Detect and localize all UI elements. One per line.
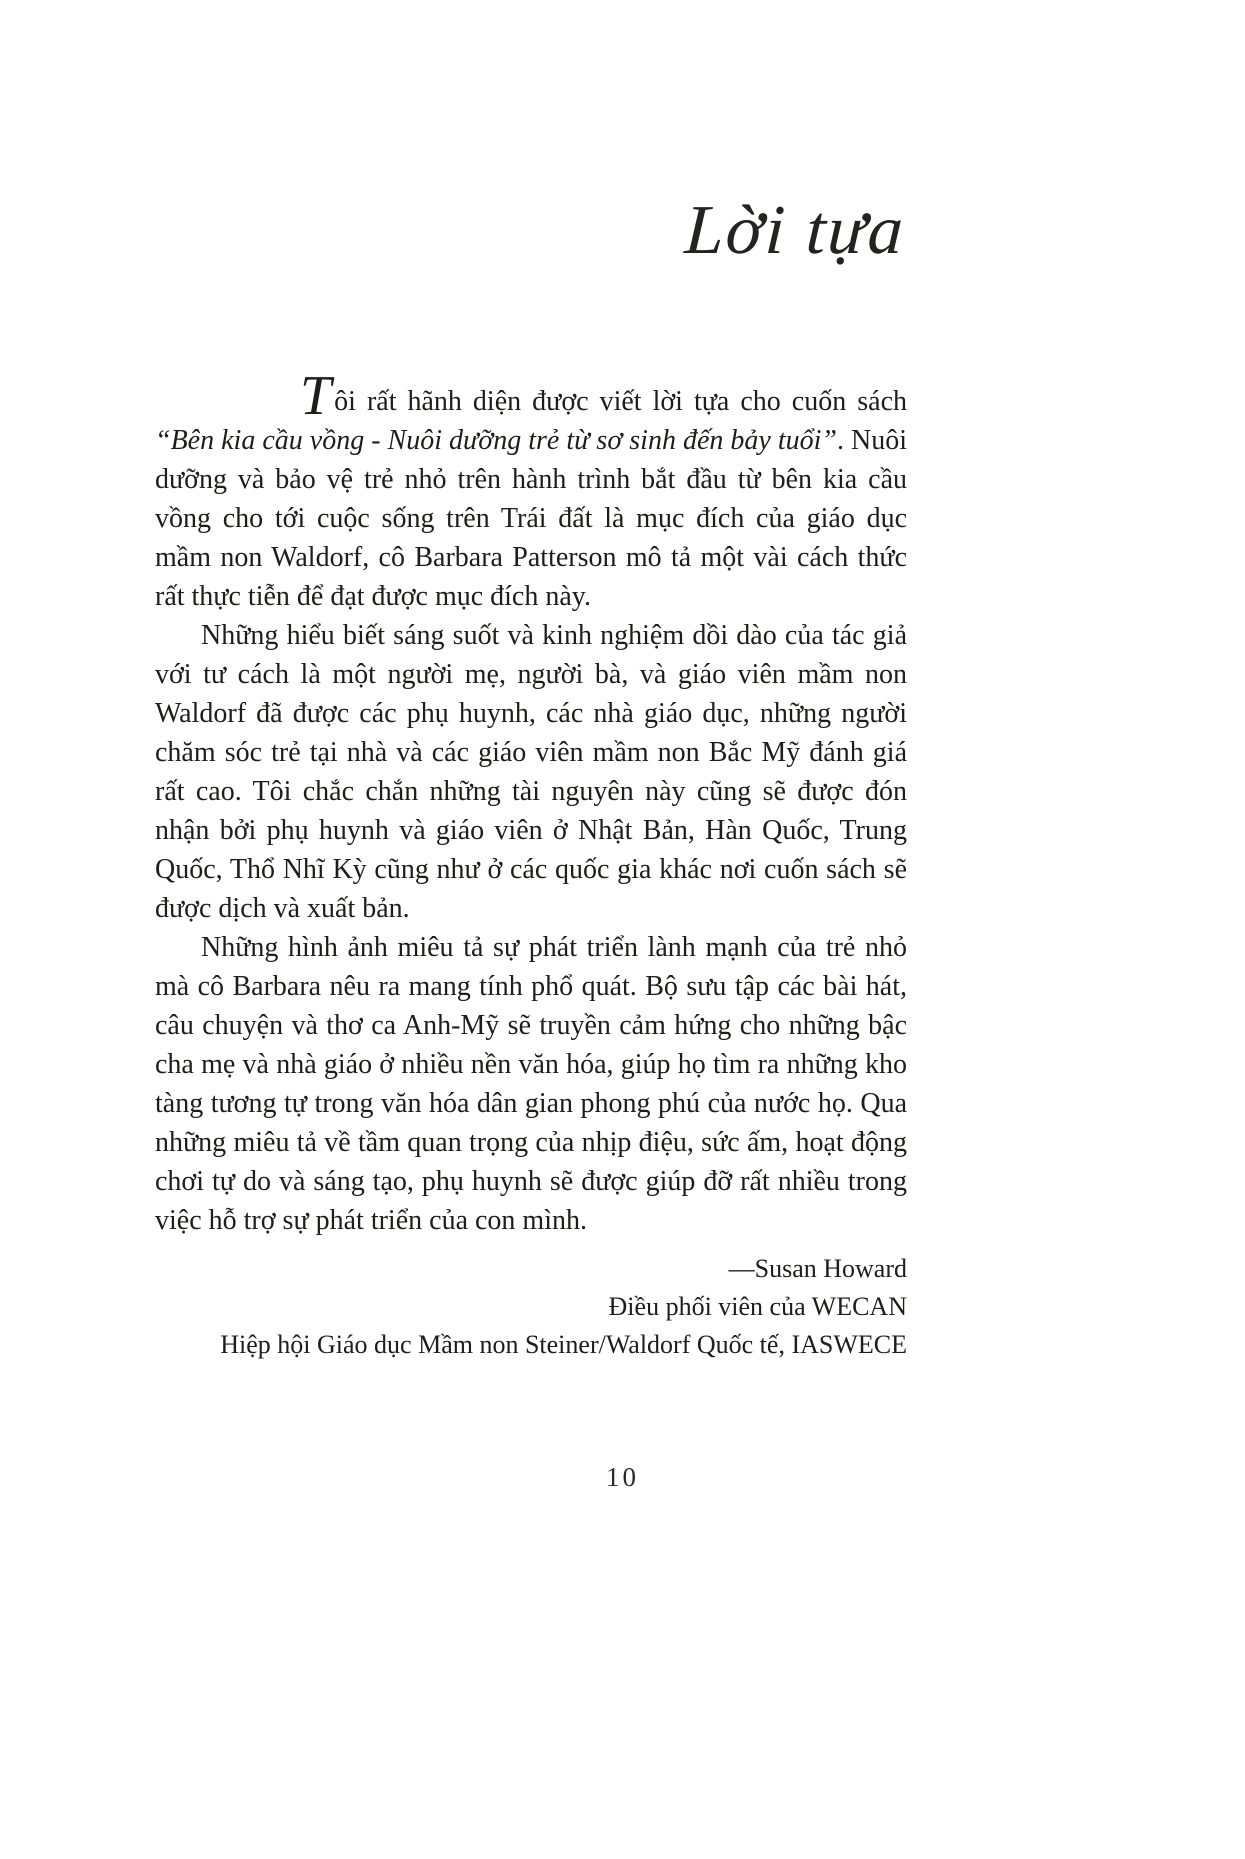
signature-org: Hiệp hội Giáo dục Mầm non Steiner/Waldorf Quốc tế, IASWECE bbox=[220, 1330, 907, 1359]
chapter-title-text: Lời tựa bbox=[683, 192, 908, 269]
signature-author: —Susan Howard bbox=[728, 1254, 907, 1283]
body-text bbox=[155, 365, 907, 1240]
signature-role: Điều phối viên của WECAN bbox=[608, 1292, 907, 1321]
paragraph-2: Những hiểu biết sáng suốt và kinh nghiệm dồi dào của tác giả với tư cách là một người mẹ, người bà, và giáo viên mầm non Waldorf đã được các phụ huynh, các nhà giáo dục, những người chăm sóc trẻ tại nhà và các giáo viên mầm non Bắc Mỹ đánh giá rất cao. Tôi chắc chắn những tài nguyên này cũng sẽ được đón nhận bởi phụ huynh và giáo viên ở Nhật Bản, Hàn Quốc, Trung Quốc, Thổ Nhĩ Kỳ cũng như ở các quốc gia khác nơi cuốn sách sẽ được dịch và xuất bản. bbox=[155, 620, 907, 924]
paragraph-1-rest: . Nuôi dưỡng và bảo vệ trẻ nhỏ trên hành trình bắt đầu từ bên kia cầu vồng cho tới cuộc sống trên Trái đất là mục đích của giáo dục mầm non Waldorf, cô Barbara Patterson mô tả một vài cách thức rất thực tiễn để đạt được mục đích này. bbox=[155, 425, 907, 612]
drop-cap-initial: T bbox=[300, 365, 333, 427]
paragraph-1-lead: ôi rất hãnh diện được viết lời tựa cho cuốn sách bbox=[334, 386, 907, 417]
paragraph-3: Những hình ảnh miêu tả sự phát triển lành mạnh của trẻ nhỏ mà cô Barbara nêu ra mang tính phổ quát. Bộ sưu tập các bài hát, câu chuyện và thơ ca Anh-Mỹ sẽ truyền cảm hứng cho những bậc cha mẹ và nhà giáo ở nhiều nền văn hóa, giúp họ tìm ra những kho tàng tương tự trong văn hóa dân gian phong phú của nước họ. Qua những miêu tả về tầm quan trọng của nhịp điệu, sức ấm, hoạt động chơi tự do và sáng tạo, phụ huynh sẽ được giúp đỡ rất nhiều trong việc hỗ trợ sự phát triển của con mình. bbox=[155, 932, 907, 1236]
text-column bbox=[155, 0, 907, 1364]
paragraph-1 bbox=[155, 365, 907, 616]
book-title-italic: “Bên kia cầu vồng - Nuôi dưỡng trẻ từ sơ sinh đến bảy tuổi” bbox=[155, 425, 837, 456]
chapter-title bbox=[155, 192, 908, 269]
page-number: 10 bbox=[606, 1462, 639, 1492]
signature-block bbox=[155, 1250, 907, 1364]
